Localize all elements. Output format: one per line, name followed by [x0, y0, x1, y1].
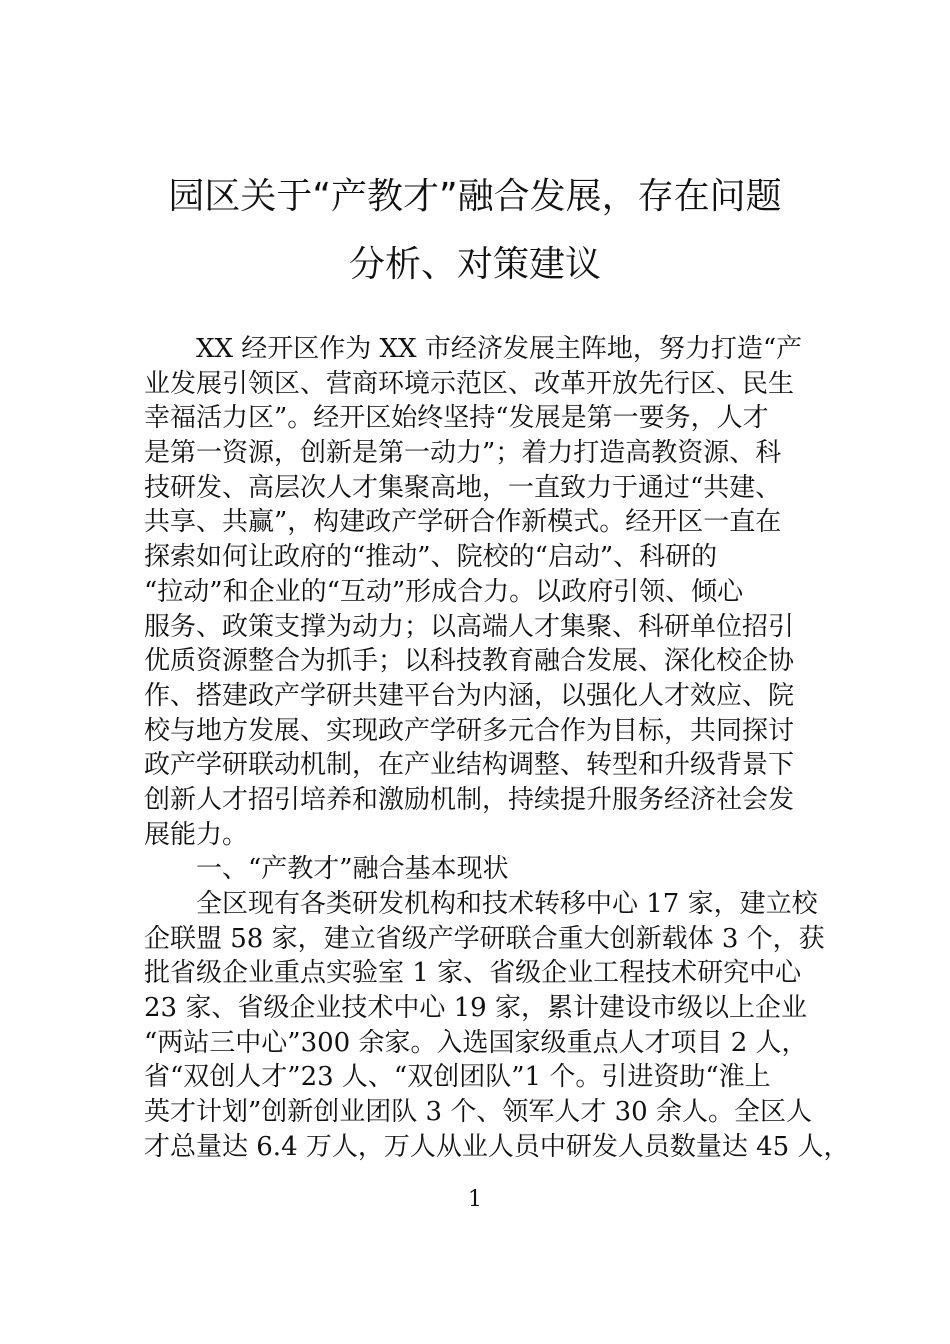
paragraph-line: “拉动”和企业的“互动”形成合力。以政府引领、倾心 — [144, 576, 744, 607]
paragraph-line: 业发展引领区、营商环境示范区、改革开放先行区、民生 — [144, 368, 795, 399]
paragraph-line: “两站三中心”300 余家。入选国家级重点人才项目 2 人， — [144, 1027, 808, 1058]
paragraph-line: 企联盟 58 家，建立省级产学研联合重大创新载体 3 个，获 — [144, 923, 825, 954]
paragraph-line: 探索如何让政府的“推动”、院校的“启动”、科研的 — [144, 542, 718, 573]
document-title-line-2: 分析、对策建议 — [348, 244, 601, 285]
paragraph-line: 优质资源整合为抓手；以科技教育融合发展、深化校企协 — [144, 646, 795, 677]
paragraph-line: 政产学研联动机制，在产业结构调整、转型和升级背景下 — [144, 750, 795, 781]
paragraph-line: 批省级企业重点实验室 1 家、省级企业工程技术研究中心 — [144, 958, 802, 989]
paragraph-line: 幸福活力区”。经开区始终坚持“发展是第一要务，人才 — [144, 403, 769, 434]
document-body — [144, 332, 850, 1165]
paragraph-line: 技研发、高层次人才集聚高地，一直致力于通过“共建、 — [144, 472, 782, 503]
paragraph-line: 23 家、省级企业技术中心 19 家，累计建设市级以上企业 — [144, 993, 807, 1024]
paragraph-line: XX 经开区作为 XX 市经济发展主阵地，努力打造“产 — [196, 334, 803, 364]
paragraph-line: 全区现有各类研发机构和技术转移中心 17 家，建立校 — [196, 889, 818, 919]
paragraph-line: 共享、共赢”，构建政产学研合作新模式。经开区一直在 — [144, 507, 782, 538]
paragraph-line: 英才计划”创新创业团队 3 个、领军人才 30 余人。全区人 — [144, 1097, 812, 1128]
paragraph-line: 展能力。 — [144, 819, 249, 850]
page-number: 1 — [468, 1187, 482, 1212]
paragraph-line: 是第一资源，创新是第一动力”；着力打造高教资源、科 — [144, 438, 782, 469]
paragraph-line: 作、搭建政产学研共建平台为内涵，以强化人才效应、院 — [144, 680, 795, 711]
paragraph-line: 服务、政策支撑为动力；以高端人才集聚、科研单位招引 — [144, 611, 795, 642]
paragraph-line: 创新人才招引培养和激励机制，持续提升服务经济社会发 — [144, 784, 795, 815]
section-heading: 一、“产教才”融合基本现状 — [196, 854, 509, 885]
document-title-line-1: 园区关于“产教才”融合发展，存在问题 — [168, 176, 782, 217]
paragraph-line: 才总量达 6.4 万人，万人从业人员中研发人员数量达 45 人， — [144, 1131, 850, 1162]
paragraph-line: 省“双创人才”23 人、“双创团队”1 个。引进资助“淮上 — [144, 1062, 771, 1093]
paragraph-line: 校与地方发展、实现政产学研多元合作为目标，共同探讨 — [144, 715, 795, 746]
